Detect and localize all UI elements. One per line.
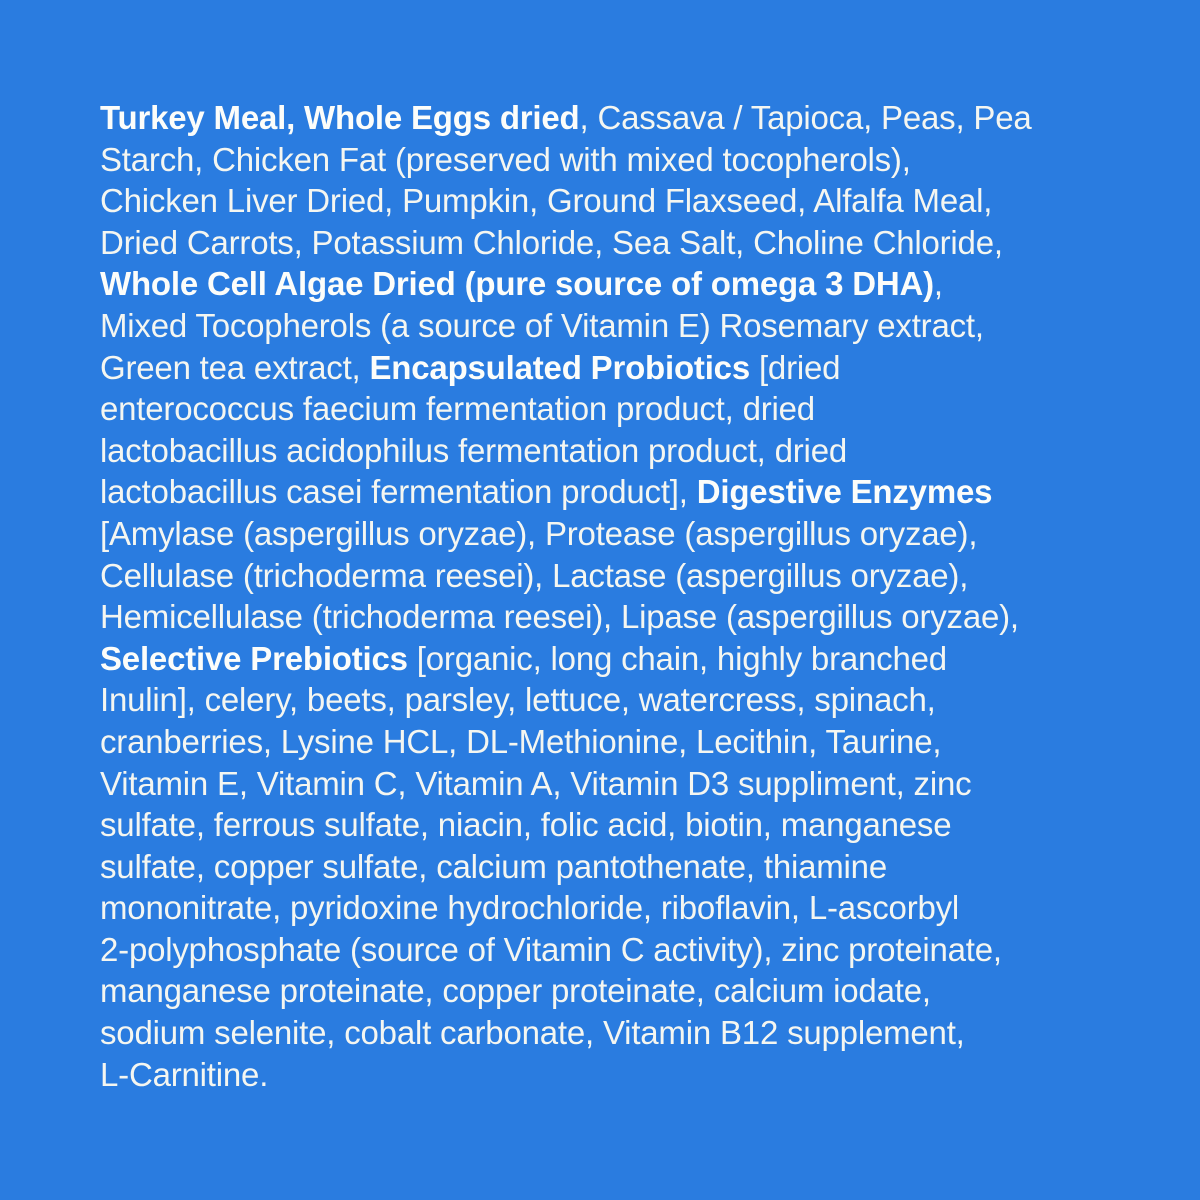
ingredient-segment-bold: Selective Prebiotics [100,639,408,677]
ingredients-line [100,555,1110,597]
ingredient-segment: [organic, long chain, highly branched [407,639,947,677]
ingredient-segment: Green tea extract, [100,348,370,386]
ingredient-segment: Cellulase (trichoderma reesei), Lactase (aspergillus oryzae), [100,556,969,594]
ingredient-segment: 2-polyphosphate (source of Vitamin C activity), zinc proteinate, [100,930,1002,968]
ingredient-segment: sodium selenite, cobalt carbonate, Vitamin B12 supplement, [100,1014,965,1052]
ingredient-segment: [dried [750,348,841,386]
ingredient-segment: Hemicellulase (trichoderma reesei), Lipase (aspergillus oryzae), [100,598,1019,636]
ingredient-segment: mononitrate, pyridoxine hydrochloride, riboflavin, L-ascorbyl [100,889,960,927]
ingredient-segment: L-Carnitine. [100,1055,269,1093]
ingredients-line [100,846,1110,888]
ingredient-segment: Inulin], celery, beets, parsley, lettuce, watercress, spinach, [100,681,936,719]
ingredient-segment: sulfate, ferrous sulfate, niacin, folic acid, biotin, manganese [100,806,952,844]
ingredient-segment-bold: Digestive Enzymes [696,473,993,511]
ingredients-line [100,388,1110,430]
ingredients-line [100,638,1110,680]
ingredient-segment: [Amylase (aspergillus oryzae), Protease (aspergillus oryzae), [100,514,978,552]
ingredients-line [100,721,1110,763]
ingredients-line [100,222,1110,264]
ingredients-line [100,347,1110,389]
ingredient-segment-bold: Turkey Meal, Whole Eggs dried [100,99,580,136]
ingredients-line [100,513,1110,555]
ingredients-line [100,887,1110,929]
ingredient-segment: cranberries, Lysine HCL, DL-Methionine, Lecithin, Taurine, [100,722,942,760]
ingredients-line [100,263,1110,305]
ingredients-line [100,804,1110,846]
ingredients-line [100,97,1110,139]
ingredient-segment: Mixed Tocopherols (a source of Vitamin E) Rosemary extract, [100,306,984,344]
ingredient-segment: enterococcus faecium fermentation product, dried [100,390,815,428]
ingredients-line [100,1012,1110,1054]
ingredients-line [100,1054,1110,1096]
ingredient-segment-bold: Encapsulated Probiotics [369,348,750,386]
ingredient-segment-bold: Whole Cell Algae Dried (pure source of omega 3 DHA) [100,265,934,303]
ingredients-line [100,471,1110,513]
ingredient-segment: , [933,265,943,303]
ingredients-text [100,97,1110,1095]
ingredients-line [100,305,1110,347]
ingredient-segment: Starch, Chicken Fat (preserved with mixed tocopherols), [100,140,911,178]
ingredients-line [100,430,1110,472]
ingredient-segment: lactobacillus casei fermentation product], [100,473,697,511]
ingredients-line [100,970,1110,1012]
ingredients-line [100,679,1110,721]
ingredients-line [100,929,1110,971]
ingredient-segment: manganese proteinate, copper proteinate, calcium iodate, [100,972,931,1010]
ingredients-line [100,180,1110,222]
ingredients-line [100,763,1110,805]
ingredient-segment: Chicken Liver Dried, Pumpkin, Ground Flaxseed, Alfalfa Meal, [100,182,993,220]
ingredient-segment: lactobacillus acidophilus fermentation product, dried [100,431,847,469]
ingredients-line [100,596,1110,638]
ingredient-segment: Dried Carrots, Potassium Chloride, Sea Salt, Choline Chloride, [100,223,1003,261]
ingredients-line [100,139,1110,181]
ingredient-segment: , Cassava / Tapioca, Peas, Pea [579,99,1032,136]
ingredient-segment: Vitamin E, Vitamin C, Vitamin A, Vitamin D3 suppliment, zinc [100,764,972,802]
ingredient-segment: sulfate, copper sulfate, calcium pantothenate, thiamine [100,847,887,885]
